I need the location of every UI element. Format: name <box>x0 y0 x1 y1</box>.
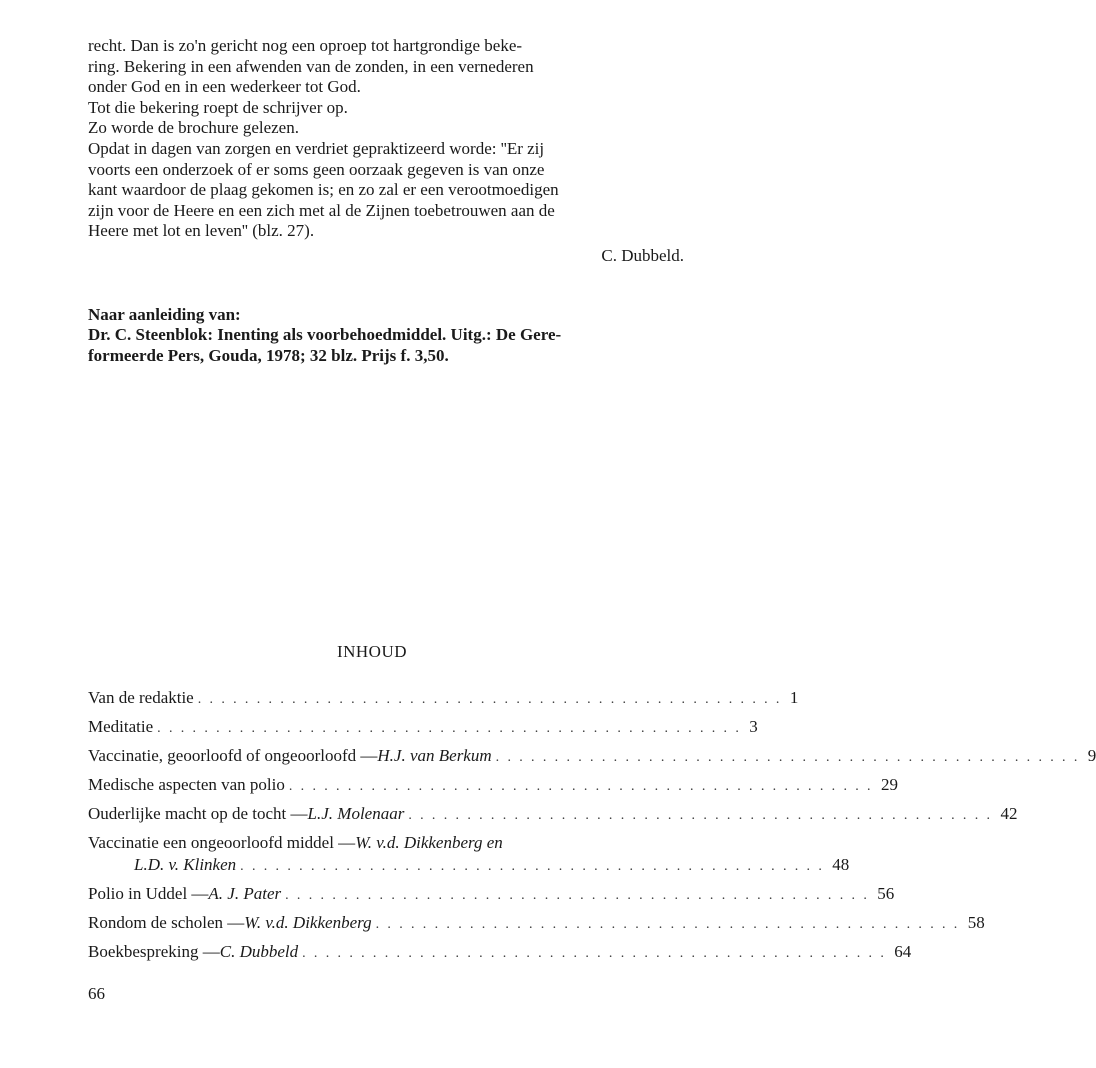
toc-entry-page: 9 <box>1087 746 1096 765</box>
toc-entry-page: 42 <box>1000 804 1018 823</box>
body-line: voorts een onderzoek of er soms geen oorzaak gegeven is van onze <box>88 159 545 179</box>
toc-entry-author: A. J. Pater <box>208 884 282 903</box>
toc-entry-title: Ouderlijke macht op de tocht — <box>88 804 308 823</box>
toc-entry-page: 58 <box>967 913 985 932</box>
toc-entry <box>88 913 985 942</box>
toc-entry <box>88 688 799 717</box>
toc-leader-dots: . . . . . . . . . . . . . . . . . . . . . . . . . . . . . . . . . . . . . . . . . . . . . . . . . . <box>375 917 960 932</box>
body-line: Tot die bekering roept de schrijver op. <box>88 97 348 117</box>
toc-leader-dots: . . . . . . . . . . . . . . . . . . . . . . . . . . . . . . . . . . . . . . . . . . . . . . . . . . <box>240 859 825 874</box>
toc-entry-page: 3 <box>749 717 758 736</box>
toc-entry <box>88 833 684 855</box>
toc-entry-page: 56 <box>877 884 895 903</box>
toc-leader-dots: . . . . . . . . . . . . . . . . . . . . . . . . . . . . . . . . . . . . . . . . . . . . . . . . . . <box>495 750 1080 765</box>
toc-leader-dots: . . . . . . . . . . . . . . . . . . . . . . . . . . . . . . . . . . . . . . . . . . . . . . . . . . <box>408 808 993 823</box>
article-end <box>88 36 684 366</box>
review-ref-line: formeerde Pers, Gouda, 1978; 32 blz. Prijs f. 3,50. <box>88 345 449 365</box>
body-line: onder God en in een wederkeer tot God. <box>88 77 361 97</box>
toc-leader-dots: . . . . . . . . . . . . . . . . . . . . . . . . . . . . . . . . . . . . . . . . . . . . . . . . . . <box>302 946 887 961</box>
toc-entry-author: W. v.d. Dikkenberg <box>244 913 372 932</box>
body-line: Zo worde de brochure gelezen. <box>88 118 299 138</box>
toc-leader-dots: . . . . . . . . . . . . . . . . . . . . . . . . . . . . . . . . . . . . . . . . . . . . . . . . . . <box>197 692 782 707</box>
toc-entry-title: Vaccinatie een ongeoorloofd middel — <box>88 833 356 852</box>
body-line: Opdat in dagen van zorgen en verdriet gepraktizeerd worde: ''Er zij <box>88 138 545 158</box>
toc-entry-title: Polio in Uddel — <box>88 884 209 903</box>
review-ref-line: Dr. C. Steenblok: Inenting als voorbehoedmiddel. Uitg.: De Gere- <box>88 325 562 345</box>
toc-entry <box>88 804 1018 833</box>
toc-entry-author: L.J. Molenaar <box>307 804 405 823</box>
toc-entry-page: 29 <box>880 775 898 794</box>
toc-heading: INHOUD <box>336 642 408 661</box>
toc-entry-title: Boekbespreking — <box>88 942 220 961</box>
toc-entry-page: 48 <box>832 855 850 874</box>
review-reference <box>88 305 684 367</box>
body-line: kant waardoor de plaag gekomen is; en zo zal er een verootmoedigen <box>88 180 559 200</box>
toc-entry-page: 64 <box>894 942 912 961</box>
toc-entry-title: Vaccinatie, geoorloofd of ongeoorloofd — <box>88 746 378 765</box>
toc-leader-dots: . . . . . . . . . . . . . . . . . . . . . . . . . . . . . . . . . . . . . . . . . . . . . . . . . . <box>288 779 873 794</box>
toc-leader-dots: . . . . . . . . . . . . . . . . . . . . . . . . . . . . . . . . . . . . . . . . . . . . . . . . . . <box>157 721 742 736</box>
body-line: Heere met lot en leven'' (blz. 27). <box>88 221 315 241</box>
toc-entry-title: Meditatie <box>88 717 154 736</box>
page-number: 66 <box>88 984 105 1003</box>
toc-entry <box>88 775 898 804</box>
toc-entry <box>88 884 895 913</box>
toc-entry-author: L.D. v. Klinken <box>134 855 237 874</box>
toc-entry-title: Medische aspecten van polio <box>88 775 285 794</box>
toc-entry-title: Van de redaktie <box>88 688 194 707</box>
body-line: recht. Dan is zo'n gericht nog een oproep tot hartgrondige beke- <box>88 36 523 55</box>
signature: C. Dubbeld. <box>601 245 684 265</box>
toc-entry-title: Rondom de scholen — <box>88 913 245 932</box>
toc-entry <box>88 942 912 971</box>
review-ref-line: Naar aanleiding van: <box>88 304 241 324</box>
body-line: ring. Bekering in een afwenden van de zonden, in een vernederen <box>88 56 534 76</box>
toc-entry-page: 1 <box>789 688 799 707</box>
toc-entry-author: C. Dubbeld <box>219 942 299 961</box>
toc-entry <box>88 746 1096 775</box>
table-of-contents <box>88 688 1096 971</box>
toc-leader-dots: . . . . . . . . . . . . . . . . . . . . . . . . . . . . . . . . . . . . . . . . . . . . . . . . . . <box>285 888 870 903</box>
toc-entry <box>88 717 758 746</box>
toc-entry-continuation <box>88 855 850 884</box>
body-text <box>88 36 684 242</box>
body-line: zijn voor de Heere en een zich met al de Zijnen toebetrouwen aan de <box>88 200 555 220</box>
toc-entry-author: H.J. van Berkum <box>377 746 492 765</box>
toc-entry-author: W. v.d. Dikkenberg en <box>355 833 503 852</box>
